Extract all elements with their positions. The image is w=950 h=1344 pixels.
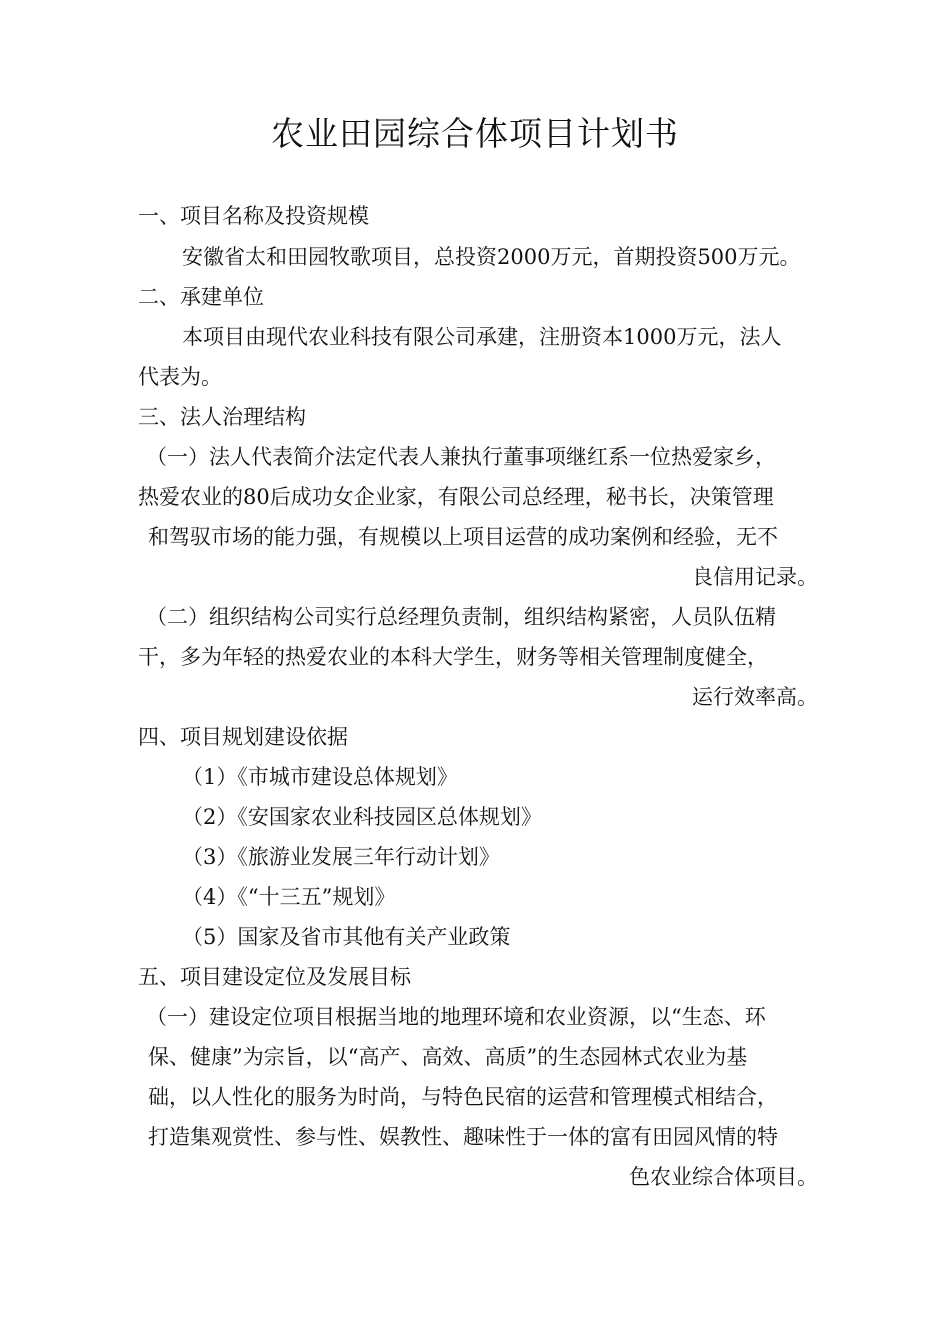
paragraph-line: 运行效率高。 [692,685,818,709]
list-item: （1）《市城市建设总体规划》 [182,765,458,789]
paragraph-line: 和驾驭市场的能力强，有规模以上项目运营的成功案例和经验，无不 [148,525,778,549]
section-heading-3: 三、法人治理结构 [138,405,306,429]
document-title: 农业田园综合体项目计划书 [271,114,679,153]
paragraph-line: 保、健康”为宗旨，以“高产、高效、高质”的生态园林式农业为基 [148,1045,748,1069]
paragraph-line: 打造集观赏性、参与性、娱教性、趣味性于一体的富有田园风情的特 [148,1125,778,1149]
paragraph-line: 安徽省太和田园牧歌项目，总投资2000万元，首期投资500万元。 [182,245,801,269]
section-heading-4: 四、项目规划建设依据 [138,725,348,749]
paragraph-line: 良信用记录。 [692,565,818,589]
section-heading-1: 一、项目名称及投资规模 [138,204,369,228]
paragraph-line: 热爱农业的80后成功女企业家，有限公司总经理，秘书长，决策管理 [138,485,774,509]
paragraph-line: 础，以人性化的服务为时尚，与特色民宿的运营和管理模式相结合， [148,1085,778,1109]
list-item: （4）《“十三五”规划》 [182,885,396,909]
paragraph-line: （一）建设定位项目根据当地的地理环境和农业资源，以“生态、环 [146,1005,766,1029]
list-item: （2）《安国家农业科技园区总体规划》 [182,805,542,829]
list-item: （5）国家及省市其他有关产业政策 [182,925,511,949]
paragraph-line: 代表为。 [138,365,222,389]
section-heading-2: 二、承建单位 [138,285,264,309]
paragraph-line: （二）组织结构公司实行总经理负责制，组织结构紧密，人员队伍精 [146,605,776,629]
paragraph-line: （一）法人代表简介法定代表人兼执行董事项继红系一位热爱家乡， [146,445,776,469]
section-heading-5: 五、项目建设定位及发展目标 [138,965,411,989]
list-item: （3）《旅游业发展三年行动计划》 [182,845,500,869]
paragraph-line: 本项目由现代农业科技有限公司承建，注册资本1000万元，法人 [182,325,782,349]
paragraph-line: 干，多为年轻的热爱农业的本科大学生，财务等相关管理制度健全， [138,645,768,669]
paragraph-line: 色农业综合体项目。 [629,1165,818,1189]
